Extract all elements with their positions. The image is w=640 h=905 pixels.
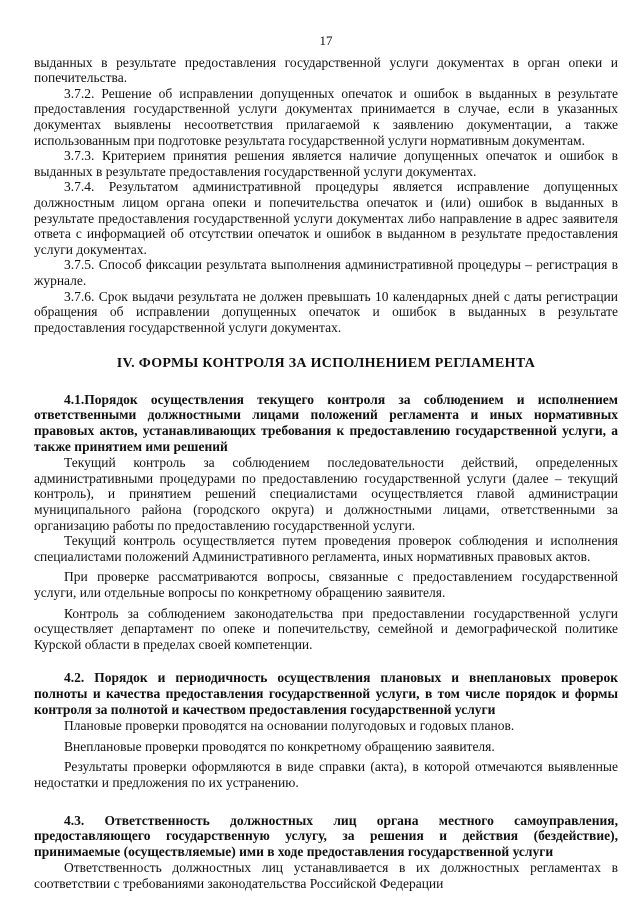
paragraph-3-7-5: 3.7.5. Способ фиксации результата выполнения административной процедуры – регистрация в журнале.	[34, 257, 618, 288]
section-4-3-heading: 4.3. Ответственность должностных лиц органа местного самоуправления, предоставляющего государственную услугу, за решения и действия (бездействие), принимаемые (осуществляемые) ими в ходе предоставления государственной услуги	[34, 812, 618, 859]
section-4-3-paragraph: Ответственность должностных лиц устанавливается в их должностных регламентах в соответствии с требованиями законодательства Российской Федерации	[34, 860, 618, 891]
section-4-2-paragraph: Результаты проверки оформляются в виде справки (акта), в которой отмечаются выявленные недостатки и предложения по их устранению.	[34, 759, 618, 790]
page-number: 17	[319, 33, 333, 48]
paragraph-3-7-4: 3.7.4. Результатом административной процедуры является исправление допущенных должностным лицом органа опеки и попечительства опечаток и (или) ошибок в выданных в результате предоставления государственной услуги документах либо направление в адрес заявителя ответа с информацией об отсутствии опечаток и ошибок в выданном в результате предоставления услуги документах.	[34, 179, 618, 257]
section-4-1-paragraph: Контроль за соблюдением законодательства при предоставлении государственной услуги осуществляет департамент по опеке и попечительству, семейной и демографической политике Курской области в пределах своей компетенции.	[34, 605, 618, 652]
section-4-2-heading: 4.2. Порядок и периодичность осуществления плановых и внеплановых проверок полноты и качества предоставления государственной услуги, в том числе порядок и формы контроля за полнотой и качеством предоставления государственной услуги	[34, 670, 618, 717]
paragraph-3-7-2: 3.7.2. Решение об исправлении допущенных опечаток и ошибок в выданных в результате предоставления государственной услуги документах принимается в случае, если в указанных документах выявлены несоответствия прилагаемой к заявлению документации, а также использованным при подготовке результата государственной услуги нормативным документам.	[34, 85, 618, 148]
section-4-1-paragraph: Текущий контроль осуществляется путем проведения проверок соблюдения и исполнения специалистами положений Административного регламента, иных нормативных правовых актов.	[34, 533, 618, 564]
paragraph-continuation: выданных в результате предоставления государственной услуги документах в орган опеки и попечительства.	[34, 54, 618, 86]
section-4-1-paragraph: При проверке рассматриваются вопросы, связанные с предоставлением государственной услуги, или отдельные вопросы по конкретному обращению заявителя.	[34, 569, 618, 600]
section-4-1-paragraph: Текущий контроль за соблюдением последовательности действий, определенных административными процедурами по предоставлению государственной услуги (далее – текущий контроль), и принятием решений специалистами осуществляется главой администрации муниципального района (городского округа) и должностными лицами, ответственными за организацию работы по предоставлению государственной услуги.	[34, 455, 618, 533]
paragraph-3-7-6: 3.7.6. Срок выдачи результата не должен превышать 10 календарных дней с даты регистрации обращения об исправлении допущенных опечаток и ошибок в выданных в результате предоставления государственной услуги документах.	[34, 288, 618, 335]
paragraph-3-7-3: 3.7.3. Критерием принятия решения является наличие допущенных опечаток и ошибок в выданных в результате предоставления государственной услуги документах.	[34, 148, 618, 179]
section-4-2-paragraph: Плановые проверки проводятся на основании полугодовых и годовых планов.	[64, 718, 515, 734]
section-4-1-heading: 4.1.Порядок осуществления текущего контроля за соблюдением и исполнением ответственными должностными лицами положений регламента и иных нормативных правовых актов, устанавливающих требования к предоставлению государственной услуги, а также принятием ими решений	[34, 391, 618, 454]
chapter-title: IV. ФОРМЫ КОНТРОЛЯ ЗА ИСПОЛНЕНИЕМ РЕГЛАМЕНТА	[116, 356, 536, 372]
section-4-2-paragraph: Внеплановые проверки проводятся по конкретному обращению заявителя.	[64, 738, 495, 754]
